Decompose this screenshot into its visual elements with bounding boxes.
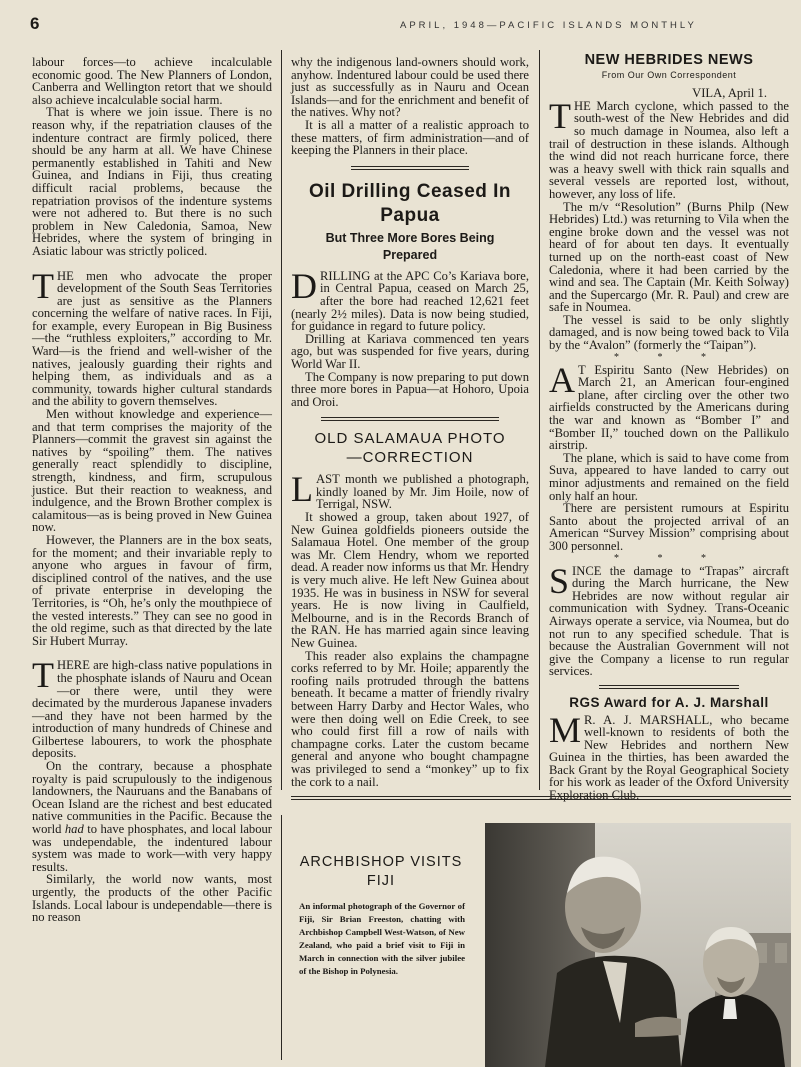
column-1 — [32, 56, 272, 1061]
drop-cap: M — [549, 709, 582, 750]
oil-drilling-subheadline: But Three More Bores Being Prepared — [325, 230, 495, 262]
column-3 — [549, 52, 789, 803]
rgs-award-headline: RGS Award for A. J. Marshall — [569, 694, 769, 710]
paragraph: THE men who advocate the proper development of the South Seas Territories are just as sensitive as the Planners concerning the welfare of native races. In Fiji, for example, every European in Big Business—the “ruthless exploiters,” according to Mr. Ward—is the friend and well-wisher of the natives, jealously guarding their rights and helping them, as individuals and as a community, towards higher cultural standards and the ability to govern themselves. — [32, 265, 272, 409]
byline: From Our Own Correspondent — [601, 69, 737, 80]
paragraph: The plane, which is said to have come from Suva, appeared to have landed to carry out minor adjustments and remained on the field only half an hour. — [549, 450, 789, 503]
paragraph: SINCE the damage to “Trapas” aircraft during the March hurricane, the New Hebrides are now without regular air communication with Sydney. Trans-Oceanic Airways operate a service, via Noumea, but do not run to any specified schedule. That is because the Australian Government will not give the Company a license to run regular services. — [549, 560, 789, 679]
section-rule — [599, 685, 739, 689]
archbishop-governor-photo — [485, 823, 791, 1067]
paragraph: why the indigenous land-owners should work, anyhow. Indentured labour could be used there just as successfully as in Nauru and Ocean Islands—and for the enrichment and benefit of the natives. Why not? — [291, 55, 529, 120]
photo-feature-headline: ARCHBISHOP VISITS FIJI — [299, 854, 463, 889]
dateline: VILA, April 1. — [692, 86, 767, 101]
paragraph: However, the Planners are in the box seats, for the moment; and their invariable reply to anyone who argues in favour of firm, disciplined control of the natives, and the use of private enterprise in developing the Territories, is “Oh, he’s only the mouthpiece of the vested interests.” They can see no good in the old regime, such as that directed by the late Sir Hubert Murray. — [32, 532, 272, 648]
paragraph: THE March cyclone, which passed to the south-west of the New Hebrides and did so much damage in Noumea, also left a trail of destruction in these islands. Although the wind did not reach hurricane force, there was a heavy swell with thick rain squalls and several vessels are reported lost, without, however, any loss of life. — [549, 95, 789, 201]
drop-cap: T — [32, 655, 54, 696]
drop-cap: L — [291, 469, 313, 510]
page-number: 6 — [30, 14, 40, 33]
paragraph: Similarly, the world now wants, most urgently, the products of the other Pacific Islands. Local labour is undependable—there is no reason — [32, 872, 272, 925]
paragraph: labour forces—to achieve incalculable economic good. The New Planners of London, Canberra and Wellington retort that we should also achieve incalculable social harm. — [32, 55, 272, 107]
drop-cap: A — [549, 359, 575, 400]
paragraph: That is where we join issue. There is no reason why, if the repatriation clauses of the indenture contract are firmly policed, there should be any harm at all. We have Chinese permanently established in Tahiti and New Guinea, and Indians in Fiji, thus creating difficult racial problems, because the repatriation provisos of the indenture systems were not adhered to. But there is no such problem in New Caledonia, Samoa, New Hebrides, where the system of bringing in Asiatic labour was strictly policed. — [32, 105, 272, 258]
drop-cap: S — [549, 560, 570, 601]
column-divider — [539, 50, 540, 790]
new-hebrides-headline: NEW HEBRIDES NEWS — [584, 52, 754, 68]
section-separator: * * * — [614, 351, 724, 363]
section-rule — [351, 166, 469, 170]
paragraph: Men without knowledge and experience—and that term comprises the majority of the Planners—commit the gravest sin against the natives by “spoiling” them. The natives generally react splendidly to discipline, strength, kindness, and firm, scrupulous justice. But their reaction to weakness, and indulgence, and the Brown Brother complex is calamitous—as is being proved in New Guinea now. — [32, 407, 272, 535]
paragraph: There are persistent rumours at Espiritu Santo about the projected arrival of an American “Survey Mission” comprising about 300 personnel. — [549, 501, 789, 553]
paragraph: It showed a group, taken about 1927, of New Guinea goldfields pioneers outside the Salamaua Hotel. One member of the group was Mr. Clem Hendry, whom we reported dead. A reader now informs us that Mr. Hendry is very much alive. He left New Guinea about 1935. He was in business in NSW for several years. He is now living in Caulfield, Melbourne, and is in the Records Branch of the RAN. He has married again since leaving New Guinea. — [291, 510, 529, 650]
drop-cap: T — [32, 265, 54, 306]
section-separator: * * * — [614, 552, 724, 564]
paragraph: This reader also explains the champagne corks referred to by Mr. Hoile; apparently the roofing nails protruded through the battens beneath. It became a matter of friendly rivalry between Harry Darby and Hector Wales, who were then doing well on Edie Creek, to see who could first fill a row of nails with champagne corks. Later the custom became general and anyone who bought champagne was privileged to send a “monkey” up to fix the cork to a nail. — [291, 648, 529, 789]
drop-cap: D — [291, 265, 317, 306]
paragraph: The vessel is said to be only slightly damaged, and is now being towed back to Vila by the “Avalon” (formerly the “Taipan”). — [549, 312, 789, 353]
paragraph: DRILLING at the APC Co’s Kariava bore, in Central Papua, ceased on March 25, after the bore had reached 12,621 feet (nearly 2½ miles). Data is now being studied, for guidance in regard to future policy. — [291, 265, 529, 334]
paragraph: A T Espiritu Santo (New Hebrides) on March 21, an American four-engined plane, after circling over the other two airfields constructed by the Americans during the war and known as “Bomber I” and “Bomber II,” touched down on the Pallikulo airstrip. — [549, 359, 789, 453]
photo-caption: An informal photograph of the Governor of Fiji, Sir Brian Freeston, chatting with Archbishop Campbell West-Watson, of New Zealand, who paid a brief visit to Fiji in March in connection with the silver jubilee of the Bishop in Polynesia. — [299, 901, 465, 976]
paragraph: M R. A. J. MARSHALL, who became well-known to residents of both the New Hebrides and northern New Guinea in the thirties, has been awarded the Back Grant by the Royal Geographical Society for his work as leader of the Oxford University Exploration Club. — [549, 709, 789, 803]
salamaua-headline: OLD SALAMAUA PHOTO—CORRECTION — [314, 430, 506, 467]
paragraph: It is all a matter of a realistic approach to these matters, of firm administration—and of keeping the Planners in their place. — [291, 117, 529, 158]
paragraph: The Company is now preparing to put down three more bores in Papua—at Hohoro, Upoia and Oroi. — [291, 369, 529, 409]
paragraph: On the contrary, because a phosphate royalty is paid scrupulously to the indigenous landowners, the Nauruans and the Banabans of Ocean Island are the richest and best educated native communities in the Pacific. Because the world had to have phosphates, and local labour was undependable, the indentured labour system was made to work—with very happy results. — [32, 759, 272, 874]
photo-feature-rule — [291, 796, 791, 800]
paragraph: Drilling at Kariava commenced ten years ago, but was suspended for five years, during World War II. — [291, 331, 529, 371]
photo-feature — [291, 815, 791, 1065]
oil-drilling-headline: Oil Drilling Ceased In Papua — [308, 180, 512, 226]
drop-cap: T — [549, 95, 571, 136]
column-divider — [281, 50, 282, 790]
paragraph: LAST month we published a photograph, kindly loaned by Mr. Jim Hoile, now of Terrigal, NSW. — [291, 469, 529, 512]
paragraph: THERE are high-class native populations in the phosphate islands of Nauru and Ocean—or there were, until they were decimated by the murderous Japanese invaders—and they have not been harmed by the introduction of many hundreds of Chinese and Gilbertese labourers, to work the phosphate deposits. — [32, 655, 272, 761]
column-2 — [291, 56, 529, 791]
paragraph: The m/v “Resolution” (Burns Philp (New Hebrides) Ltd.) was returning to Vila when the engine broke down and the vessel was not heard of for about ten days. It eventually turned up on the north-east coast of New Caledonia, where it had been carried by the wind and sea. The Captain (Mr. Keith Solway) and the Supercargo (Mr. R. Paul) and crew are safe in Noumea. — [549, 199, 789, 315]
column-divider — [281, 815, 282, 1060]
section-rule — [321, 417, 499, 421]
running-head: APRIL, 1948—PACIFIC ISLANDS MONTHLY — [400, 20, 697, 31]
